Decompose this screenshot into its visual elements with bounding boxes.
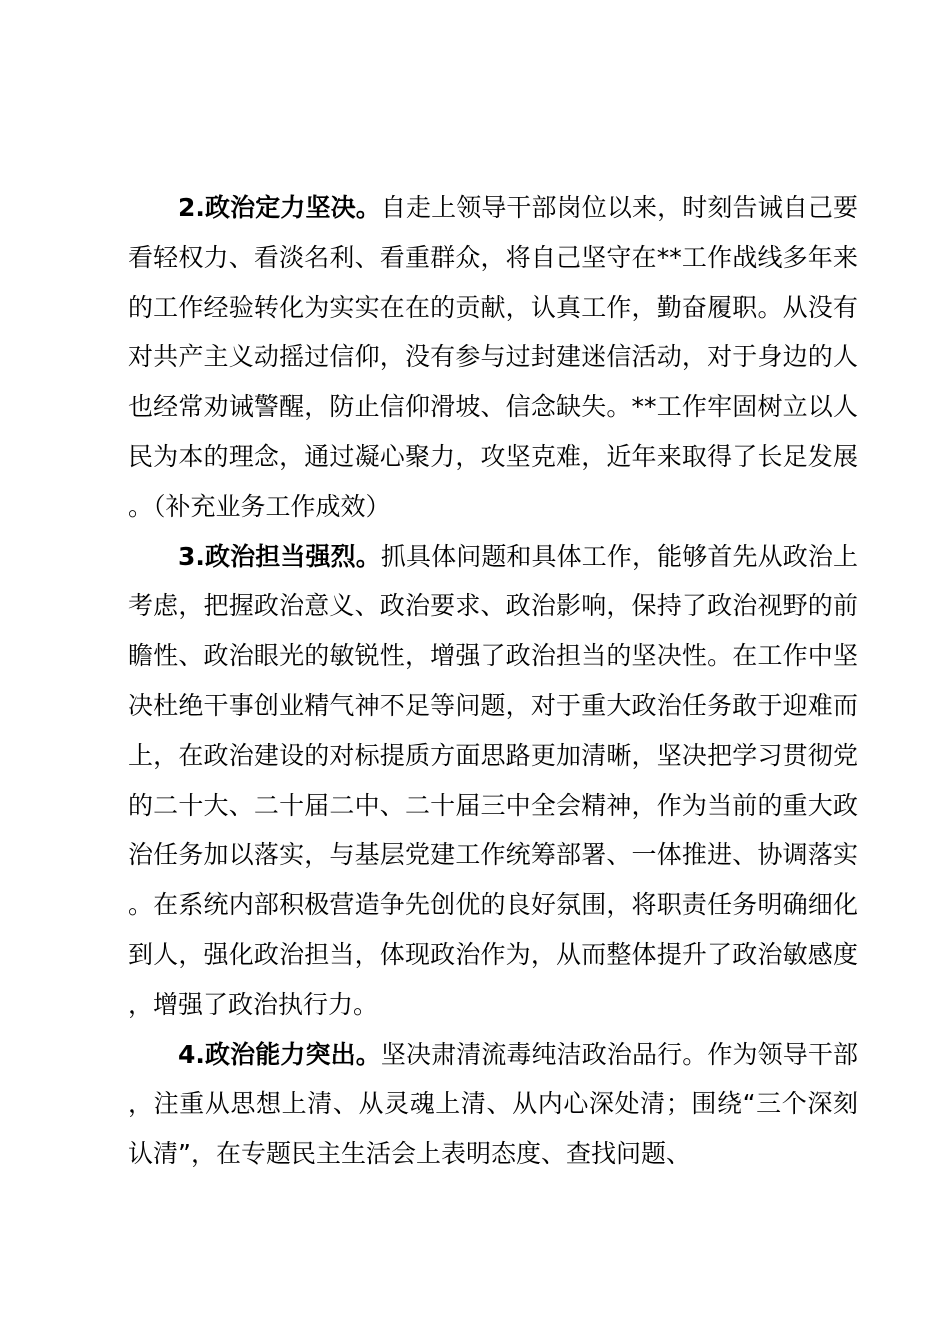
paragraph-text: 自走上领导干部岗位以来，时刻告诫自己要看轻权力、看淡名利、看重群众，将自己坚守在**工作战线多年来的工作经验转化为实实在在的贡献，认真工作，勤奋履职。从没有对共产主义动摇过信仰，没有参与过封建迷信活动，对于身边的人也经常劝诫警醒，防止信仰滑坡、信念缺失。**工作牢固树立以人民为本的理念，通过凝心聚力，攻坚克难，近年来取得了长足发展。（补充业务工作成效）: [128, 193, 858, 521]
paragraph-political-responsibility: [128, 532, 858, 1030]
paragraph-political-ability: [128, 1030, 858, 1179]
document-body: [128, 183, 858, 1179]
paragraph-text: 抓具体问题和具体工作，能够首先从政治上考虑，把握政治意义、政治要求、政治影响，保持了政治视野的前瞻性、政治眼光的敏锐性，增强了政治担当的坚决性。在工作中坚决杜绝干事创业精气神不足等问题，对于重大政治任务敢于迎难而上，在政治建设的对标提质方面思路更加清晰，坚决把学习贯彻党的二十大、二十届二中、二十届三中全会精神，作为当前的重大政治任务加以落实，与基层党建工作统筹部署、一体推进、协调落实。在系统内部积极营造争先创优的良好氛围，将职责任务明确细化到人，强化政治担当，体现政治作为，从而整体提升了政治敏感度，增强了政治执行力。: [128, 541, 858, 1019]
paragraph-heading: 3.政治担当强烈。: [178, 541, 381, 571]
paragraph-text: 坚决肃清流毒纯洁政治品行。作为领导干部，注重从思想上清、从灵魂上清、从内心深处清；围绕“三个深刻认清”，在专题民主生活会上表明态度、查找问题、: [128, 1039, 858, 1169]
paragraph-political-resolve: [128, 183, 858, 532]
paragraph-heading: 2.政治定力坚决。: [178, 193, 381, 222]
paragraph-heading: 4.政治能力突出。: [178, 1039, 381, 1069]
